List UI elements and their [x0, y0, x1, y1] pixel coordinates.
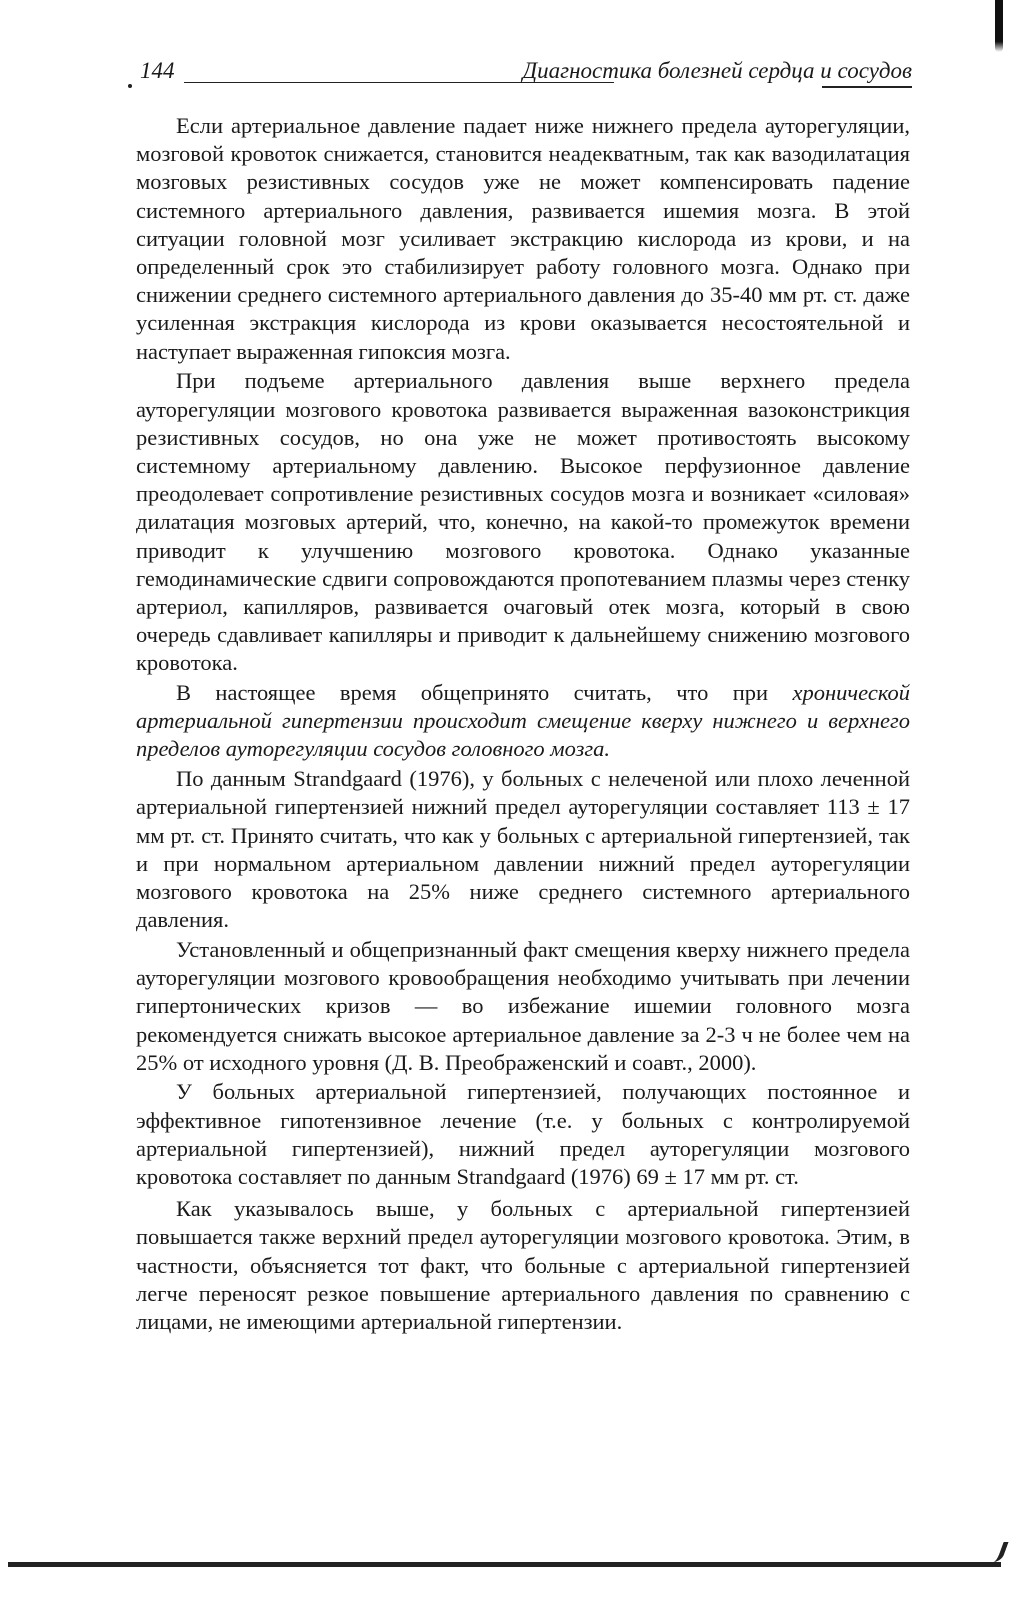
paragraph-1: Если артериальное давление падает ниже нижнего предела ауторегуляции, мозговой кровоток снижается, становится неадекватным, так как вазодилатация мозговых резистивных сосудов уже не может компенсировать падение системного артериального давления, развивается ишемия мозга. В этой ситуации головной мозг усиливает экстракцию кислорода из крови, и на определенный срок это стабилизирует работу головного мозга. Однако при снижении среднего системного артериального давления до 35-40 мм рт. ст. даже усиленная экстракция кислорода из крови оказывается несостоятельной и наступает выраженная гипоксия мозга. — [136, 113, 910, 364]
paragraph-6: У больных артериальной гипертензией, получающих постоянное и эффективное гипотензивное лечение (т.е. у больных с контролируемой артериальной гипертензией), нижний предел ауторегуляции мозгового кровотока составляет по данным Strandgaard (1976) 69 ± 17 мм рт. ст. — [136, 1079, 910, 1190]
paragraph-4: По данным Strandgaard (1976), у больных с нелеченой или плохо леченной артериальной гипертензией нижний предел ауторегуляции составляет 113 ± 17 мм рт. ст. Принято считать, что как у больных с артериальной гипертензией, так и при нормальном артериальном давлении нижний предел ауторегуляции мозгового кровотока на 25% ниже среднего системного артериального давления. — [136, 766, 910, 933]
corner-scan-mark — [995, 0, 1003, 52]
page-header — [132, 58, 912, 88]
paragraph-7: Как указывалось выше, у больных с артериальной гипертензией повышается также верхний предел ауторегуляции мозгового кровотока. Этим, в частности, объясняется тот факт, что больные с артериальной гипертензией легче переносят резкое повышение артериального давления по сравнению с лицами, не имеющими артериальной гипертензии. — [136, 1196, 910, 1335]
running-title: Диагностика болезней сердца и сосудов — [522, 58, 912, 83]
paragraph-5: Установленный и общепризнанный факт смещения кверху нижнего предела ауторегуляции мозгового кровообращения необходимо учитывать при лечении гипертонических кризов — во избежание ишемии головного мозга рекомендуется снижать высокое артериальное давление за 2-3 ч не более чем на 25% от исходного уровня (Д. В. Преображенский и соавт., 2000). — [136, 936, 910, 1075]
paragraph-3 — [136, 679, 910, 764]
print-dot — [128, 84, 132, 88]
page-number: 144 — [140, 58, 175, 83]
paragraph-3-italic: хронической артериальной гипертензии происходит смещение кверху нижнего и верхнего пределов ауторегуляции сосудов головного мозга. — [136, 680, 910, 762]
paragraph-2: При подъеме артериального давления выше верхнего предела ауторегуляции мозгового кровотока развивается выраженная вазоконстрикция резистивных сосудов, но она уже не может противостоять высокому системному артериальному давлению. Высокое перфузионное давление преодолевает сопротивление резистивных сосудов мозга и возникает «силовая» дилатация мозговых артерий, что, конечно, на какой-то промежуток времени приводит к улучшению мозгового кровотока. Однако указанные гемодинамические сдвиги сопровождаются пропотеванием плазмы через стенку артериол, капилляров, развивается очаговый отек мозга, который в свою очередь сдавливает капилляры и приводит к дальнейшему снижению мозгового кровотока. — [136, 368, 910, 676]
paragraph-3-lead: В настоящее время общепринято считать, что при — [176, 680, 793, 706]
bottom-page-edge — [8, 1562, 1001, 1567]
body-text — [136, 112, 910, 1338]
